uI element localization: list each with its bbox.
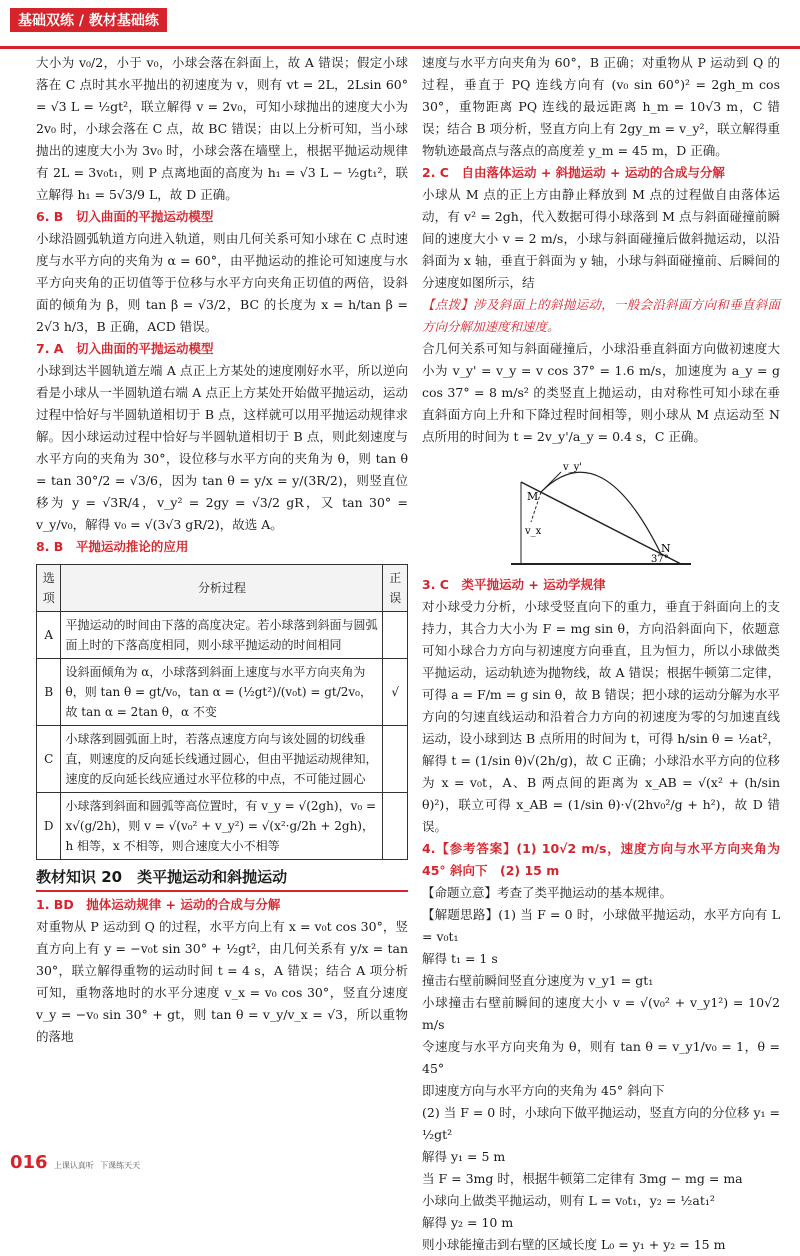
step: 即速度方向与水平方向的夹角为 45° 斜向下 (422, 1083, 665, 1098)
step: 小球撞击右壁前瞬间的速度大小 v = √(v₀² + v_y1²) = 10√2 m/s (422, 995, 780, 1032)
cell-option: C (37, 726, 61, 793)
table-row (37, 726, 408, 793)
cell-verdict (383, 612, 408, 659)
footer-tagline1: 上课认真听 (53, 1161, 94, 1170)
q8-title: 8. B 平抛运动推论的应用 (36, 539, 189, 554)
footer-tagline2: 下课练天天 (100, 1161, 141, 1170)
page-header (0, 0, 800, 49)
cell-analysis: 设斜面倾角为 α，小球落到斜面上速度与水平方向夹角为 θ，则 tan θ = gt/v₀，tan α = (½gt²)/(v₀t) = gt/2v₀，故 tan α = 2tan θ，α 不变 (61, 659, 383, 726)
q1-title: 1. BD 抛体运动规律 + 运动的合成与分解 (36, 897, 281, 912)
page-number: 016 (10, 1152, 48, 1173)
step: 则小球能撞击到右壁的区域长度 L₀ = y₁ + y₂ = 15 m (422, 1237, 726, 1252)
right-column (422, 52, 780, 1256)
label-vx: v_x (525, 526, 542, 537)
cell-analysis: 平抛运动的时间由下落的高度决定。若小球落到斜面与圆弧面上时的下落高度相同，则小球平抛运动的时间相同 (61, 612, 383, 659)
step: 解得 t₁ = 1 s (422, 951, 498, 966)
right-p0: 速度与水平方向夹角为 60°，B 正确；对重物从 P 运动到 Q 的过程，垂直于 PQ 连线方向有 (v₀ sin 60°)² = 2gh_m cos 30°，重物距离 PQ 连线的最远距离 h_m = 10√3 m，C 错误；结合 B 项分析，竖直方向上有 2gy_m = v_y²，联立解得重物轨迹最高点与落点的高度差 y_m = 45 m，D 正确。 (422, 55, 780, 158)
right-p2b: 合几何关系可知与斜面碰撞后，小球沿垂直斜面方向做初速度大小为 v_y' = v_y = v cos 37° = 1.6 m/s，加速度为 a_y = g cos 37° = 8 m/s² 的类竖直上抛运动，由对称性可知小球在垂直斜面方向上升和下降过程时间相等，则小球从 M 点运动至 N 点所用的时间为 t = 2v_y'/a_y = 0.4 s，C 正确。 (422, 341, 780, 444)
step: 解得 y₂ = 10 m (422, 1215, 514, 1230)
table-row (37, 793, 408, 860)
th-analysis: 分析过程 (61, 565, 383, 612)
step: (2) 当 F = 0 时，小球向下做平抛运动，竖直方向的分位移 y₁ = ½gt² (422, 1105, 780, 1142)
intent: 【命题立意】考查了类平抛运动的基本规律。 (422, 885, 673, 900)
q3-title: 3. C 类平抛运动 + 运动学规律 (422, 577, 606, 592)
label-vy: v_y' (563, 462, 583, 473)
step: 解得 y₁ = 5 m (422, 1149, 506, 1164)
velocity-arrow (541, 472, 561, 492)
cell-option: D (37, 793, 61, 860)
right-p2: 小球从 M 点的正上方由静止释放到 M 点的过程做自由落体运动，有 v² = 2gh，代入数据可得小球落到 M 点与斜面碰撞前瞬间的速度大小 v = 2 m/s，小球与斜面碰撞后做斜抛运动，以沿斜面为 x 轴，垂直于斜面为 y 轴，小球与斜面碰撞前、后瞬间的分速度如图所示，结 (422, 187, 780, 290)
q4-title: 4.【参考答案】(1) 10√2 m/s，速度方向与水平方向夹角为 45° 斜向下 (2) 15 m (422, 841, 780, 878)
th-verdict: 正误 (383, 565, 408, 612)
page-footer (10, 1152, 140, 1173)
cell-verdict: √ (383, 659, 408, 726)
table-row (37, 612, 408, 659)
cell-option: B (37, 659, 61, 726)
q7-title: 7. A 切入曲面的平抛运动模型 (36, 341, 214, 356)
q2-title: 2. C 自由落体运动 + 斜抛运动 + 运动的合成与分解 (422, 165, 725, 180)
table-row (37, 659, 408, 726)
cell-verdict (383, 793, 408, 860)
cell-analysis: 小球落到圆弧面上时，若落点速度方向与该处圆的切线垂直，则速度的反向延长线通过圆心，但由平抛运动规律知，速度的反向延长线应通过水平位移的中点，不可能过圆心 (61, 726, 383, 793)
cell-option: A (37, 612, 61, 659)
left-p0: 大小为 v₀/2，小于 v₀，小球会落在斜面上，故 A 错误；假定小球落在 C 点时其水平抛出的初速度为 v，则有 vt = 2L，2Lsin 60° = √3 L = ½gt²，联立解得 v = 2v₀，可知小球抛出的速度大小为 2v₀ 时，小球会落在 C 点，故 BC 错误；由以上分析可知，当小球抛出的速度大小为 3v₀ 时，小球会落在墙壁上，根据平抛运动规律有 2L = 3v₀t₁，则 P 点离地面的高度为 h₁ = √3 L − ½gt₁²，联立解得 h₁ = 5√3/9 L，故 D 正确。 (36, 55, 408, 202)
incline-diagram (501, 452, 701, 570)
step: 小球向上做类平抛运动，则有 L = v₀t₁，y₂ = ½at₁² (422, 1193, 715, 1208)
th-option: 选项 (37, 565, 61, 612)
analysis-table (36, 564, 408, 860)
left-p6: 小球沿圆弧轨道方向进入轨道，则由几何关系可知小球在 C 点时速度与水平方向的夹角为 α = 60°，由平抛运动的推论可知速度与水平方向夹角的正切值等于位移与水平方向夹角正切值的两倍，设斜面的倾角为 β，则 tan β = √3/2，BC 的长度为 x = h/tan β = 2√3 h/3，B 正确，ACD 错误。 (36, 231, 408, 334)
step: 令速度与水平方向夹角为 θ，则有 tan θ = v_y1/v₀ = 1，θ = 45° (422, 1039, 780, 1076)
header-tab1: 基础双练 (18, 13, 74, 29)
header-tab: 基础双练 / 教材基础练 (10, 8, 167, 32)
solve: 【解题思路】(1) 当 F = 0 时，小球做平抛运动，水平方向有 L = v₀t₁ (422, 907, 780, 944)
step: 撞击右壁前瞬间竖直分速度为 v_y1 = gt₁ (422, 973, 654, 988)
left-column (36, 52, 408, 1048)
left-p1: 对重物从 P 运动到 Q 的过程，水平方向上有 x = v₀t cos 30°，竖直方向上有 y = −v₀t sin 30° + ½gt²，由几何关系有 y/x = tan 30°，联立解得重物的运动时间 t = 4 s，A 错误；结合 A 项分析可知，重物落地时的水平分速度 v_x = v₀ cos 30°，竖直分速度 v_y = −v₀ sin 30° + gt，则 tan θ = v_y/v_x = √3，所以重物的落地 (36, 919, 408, 1044)
label-angle: 37° (651, 554, 669, 565)
right-p3: 对小球受力分析，小球受竖直向下的重力，垂直于斜面向上的支持力，其合力大小为 F = mg sin θ，方向沿斜面向下，依题意可知小球合力方向与初速度方向垂直，且为恒力，所以小球做类平抛运动，运动轨迹为抛物线，故 A 错误；根据牛顿第二定律，可得 a = F/m = g sin θ，故 B 错误；把小球的运动分解为水平方向的匀速直线运动和沿着合力方向的初速度为零的匀加速直线运动，设小球到达 B 点所用的时间为 t，可得 h/sin θ = ½at²，解得 t = (1/sin θ)√(2h/g)，故 C 正确；小球沿水平方向的位移为 x = v₀t，A、B 两点间的距离为 x_AB = √(x² + (h/sin θ)²)，联立可得 x_AB = (1/sin θ)·√(2hv₀²/g + h²)，故 D 错误。 (422, 599, 780, 834)
cell-verdict (383, 726, 408, 793)
header-tab2: 教材基础练 (88, 13, 159, 29)
cell-analysis: 小球落到斜面和圆弧等高位置时，有 v_y = √(2gh)，v₀ = x√(g/2h)，则 v = √(v₀² + v_y²) = √(x²·g/2h + 2gh)，h 相等，x 不相等，则合速度大小不相等 (61, 793, 383, 860)
left-p7: 小球到达半圆轨道左端 A 点正上方某处的速度刚好水平，所以逆向看是小球从一半圆轨道右端 A 点正上方某处开始做平抛运动，运动过程中恰好与半圆轨道相切于 B 点，这样就可以用平抛运动规律求解。因小球运动过程中恰好与半圆轨道相切于 B 点，则此刻速度与水平方向的夹角为 30°，设位移与水平方向的夹角为 θ，则 tan θ = tan 30°/2 = √3/6，因为 tan θ = y/x = y/(3R/2)，则竖直位移为 y = √3R/4，v_y² = 2gy = √3/2 gR，又 tan 30° = v_y/v₀，解得 v₀ = √(3√3 gR/2)，故选 A。 (36, 363, 408, 532)
section-title: 教材知识 20 类平抛运动和斜抛运动 (36, 866, 408, 892)
tip-note: 【点拨】涉及斜面上的斜抛运动，一般会沿斜面方向和垂直斜面方向分解加速度和速度。 (422, 297, 780, 334)
label-N: N (661, 542, 671, 555)
trajectory-curve (541, 472, 661, 554)
q6-title: 6. B 切入曲面的平抛运动模型 (36, 209, 214, 224)
step: 当 F = 3mg 时，根据牛顿第二定律有 3mg − mg = ma (422, 1171, 743, 1186)
label-M: M (527, 490, 539, 503)
incline-line (521, 482, 681, 564)
